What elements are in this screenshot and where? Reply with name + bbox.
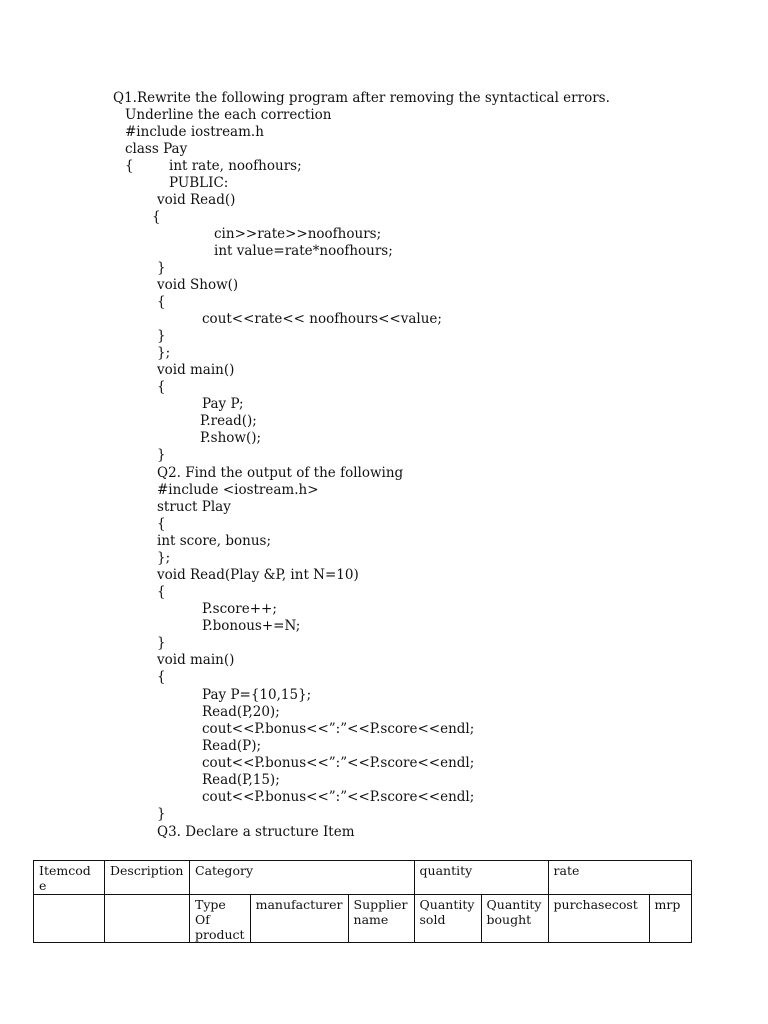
code-line: PUBLIC:: [169, 175, 229, 191]
code-line: int rate, noofhours;: [169, 158, 302, 174]
code-line: int score, bonus;: [157, 533, 272, 549]
code-line: int value=rate*noofhours;: [214, 243, 393, 259]
code-line: P.read();: [200, 413, 257, 429]
code-line: #include <iostream.h>: [157, 482, 319, 498]
header-rate: rate: [548, 861, 691, 895]
code-line: cout<<P.bonus<<”:”<<P.score<<endl;: [202, 721, 475, 737]
header-category: Category: [190, 861, 415, 895]
cell-empty: [34, 895, 105, 943]
code-line: Pay P={10,15};: [202, 687, 312, 703]
subheader-purchasecost: purchasecost: [548, 895, 649, 943]
header-quantity: quantity: [414, 861, 548, 895]
code-line: Read(P);: [202, 738, 262, 754]
subheader-quantity-bought: Quantity bought: [481, 895, 548, 943]
code-line: void main(): [157, 362, 235, 378]
question-3: Q3. Declare a structure Item: [157, 824, 355, 840]
subheader-supplier-name: Supplier name: [348, 895, 414, 943]
code-line: P.score++;: [202, 601, 277, 617]
code-line: }: [157, 328, 166, 344]
code-line: {: [157, 379, 166, 395]
code-line: };: [157, 345, 171, 361]
code-line: }: [157, 635, 166, 651]
question-2: Q2. Find the output of the following: [157, 465, 404, 481]
subheader-type-of-product: Type Of product: [190, 895, 251, 943]
code-line: Read(P,20);: [202, 704, 280, 720]
code-line: {: [157, 584, 166, 600]
question-1-instruction: Underline the each correction: [125, 107, 332, 123]
cell-empty: [105, 895, 190, 943]
code-line: {: [157, 294, 166, 310]
code-line: Read(P,15);: [202, 772, 280, 788]
code-line: {: [152, 209, 161, 225]
table-row: [34, 861, 692, 895]
code-line: void Read(): [157, 192, 236, 208]
code-line: {: [157, 516, 166, 532]
code-line: cout<<rate<< noofhours<<value;: [202, 311, 442, 327]
code-line: P.show();: [200, 430, 262, 446]
table-row: [34, 895, 692, 943]
code-line: }: [157, 447, 166, 463]
code-line: {: [157, 669, 166, 685]
item-structure-table: [33, 860, 692, 943]
subheader-mrp: mrp: [649, 895, 691, 943]
subheader-quantity-sold: Quantity sold: [414, 895, 481, 943]
code-line: P.bonous+=N;: [202, 618, 301, 634]
code-line: cout<<P.bonus<<”:”<<P.score<<endl;: [202, 755, 475, 771]
code-line: Pay P;: [202, 396, 244, 412]
code-line: cout<<P.bonus<<”:”<<P.score<<endl;: [202, 789, 475, 805]
question-1: Q1.Rewrite the following program after removing the syntactical errors.: [113, 90, 610, 106]
code-line: }: [157, 806, 166, 822]
header-description: Description: [105, 861, 190, 895]
code-line: }: [157, 260, 166, 276]
code-line: class Pay: [125, 141, 188, 157]
code-line: };: [157, 550, 171, 566]
code-line: {: [125, 158, 134, 174]
code-line: void Read(Play &P, int N=10): [157, 567, 359, 583]
code-line: struct Play: [157, 499, 231, 515]
code-line: cin>>rate>>noofhours;: [214, 226, 382, 242]
header-itemcode: Itemcod e: [34, 861, 105, 895]
subheader-manufacturer: manufacturer: [250, 895, 348, 943]
code-line: void Show(): [157, 277, 239, 293]
code-line: void main(): [157, 652, 235, 668]
code-line: #include iostream.h: [125, 124, 264, 140]
